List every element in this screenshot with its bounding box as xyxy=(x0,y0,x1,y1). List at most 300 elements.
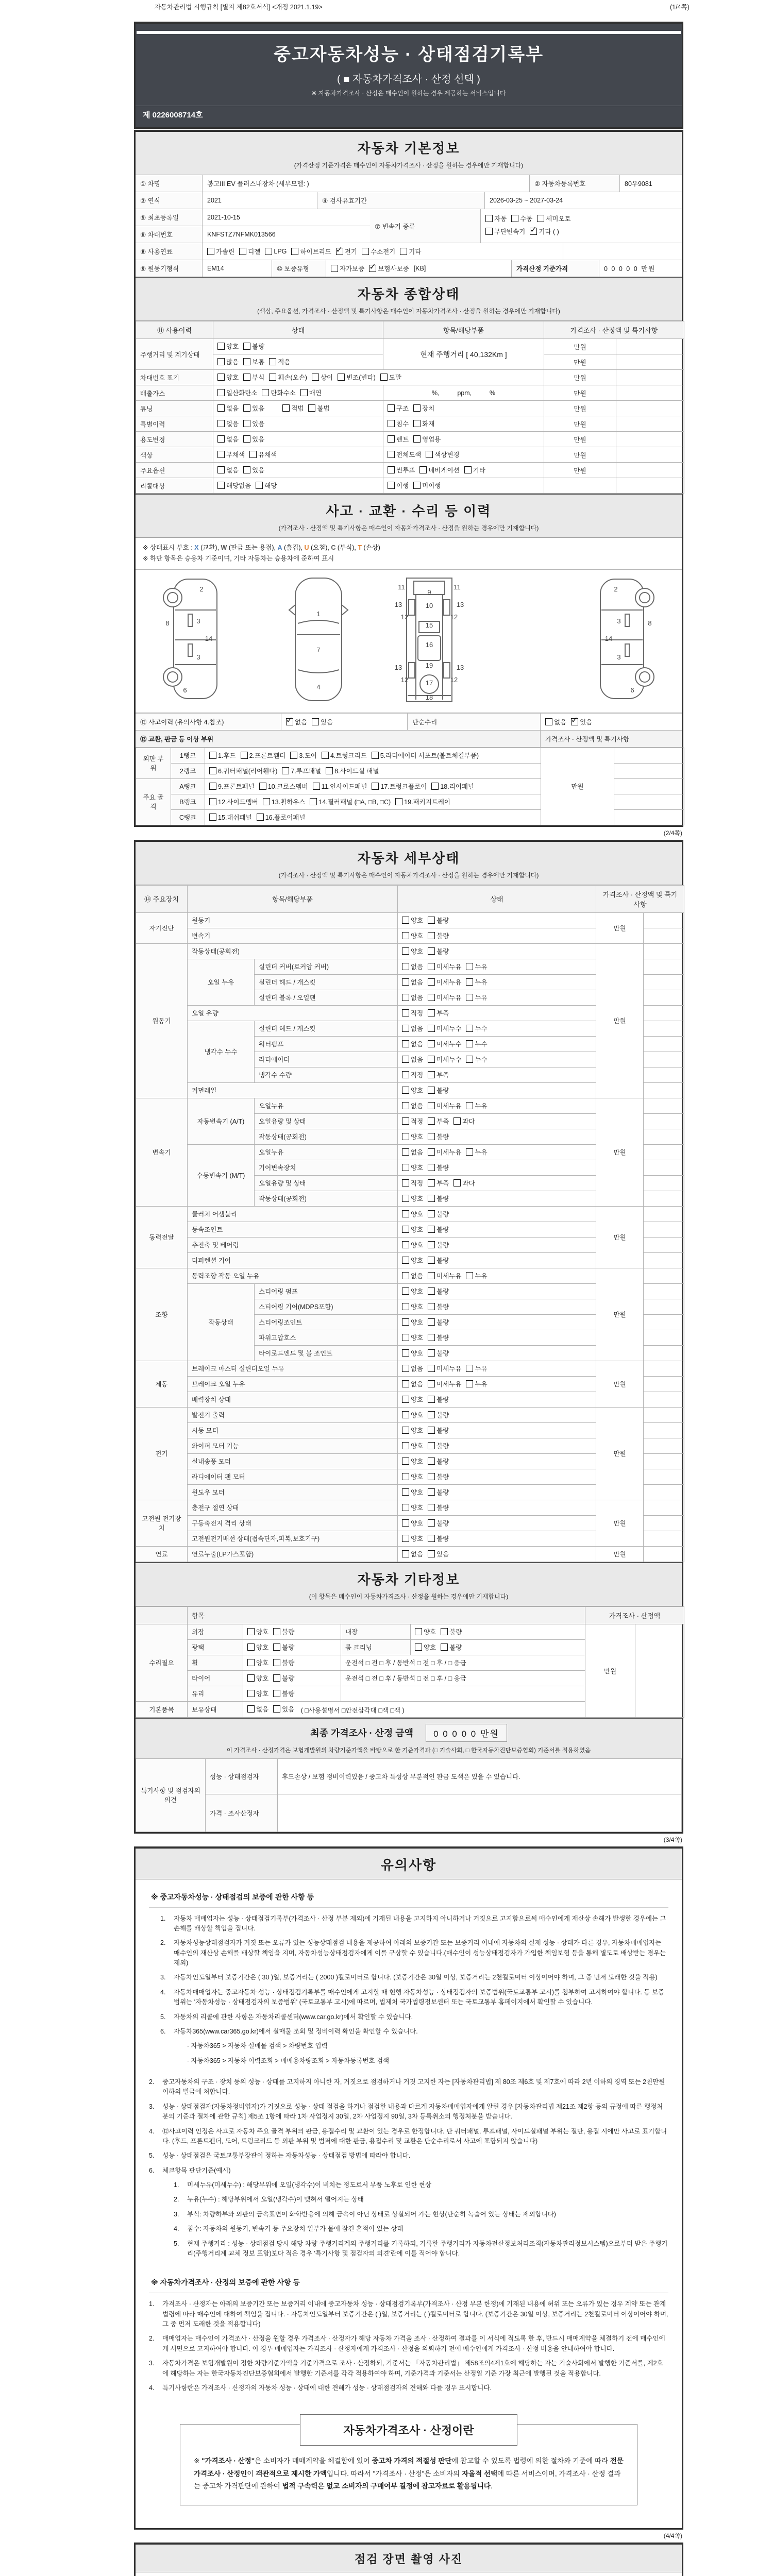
checkbox xyxy=(428,1411,435,1418)
other-item-label: 유리 xyxy=(188,1686,243,1701)
checkbox-option-label: 없음 xyxy=(295,718,308,726)
checkbox xyxy=(372,783,379,790)
checkbox xyxy=(217,466,225,473)
table-row xyxy=(136,1268,684,1283)
cautions-header xyxy=(136,1849,682,1879)
price-info-segment: 전문 가격조사 · 산정인 xyxy=(194,2457,624,2478)
checkbox xyxy=(402,1504,409,1511)
inspector-opinion: 후드손상 / 보험 정비이력있음 / 중고차 특성상 부분적인 판금 도색은 있을 수 있습니다. xyxy=(278,1758,682,1794)
state-options xyxy=(213,385,383,401)
caution-number: 2. xyxy=(149,2335,155,2343)
checkbox-option xyxy=(402,1348,423,1358)
state-options xyxy=(398,1392,596,1407)
checkbox xyxy=(419,466,427,473)
state-options xyxy=(398,943,596,959)
field-value-inspection-period: 2026-03-25 ~ 2027-03-24 xyxy=(490,197,563,204)
checkbox-option-label: 양호 xyxy=(226,343,239,350)
caution-number: 3. xyxy=(149,2103,155,2110)
state-options xyxy=(398,1237,596,1252)
price-info-segment: 에 따른 서비스이며, 가격조사 · 산정 결과는 중고차 가격판단에 관하여 xyxy=(194,2469,621,2490)
state-options xyxy=(398,1299,596,1314)
overall-state-table xyxy=(136,321,684,494)
checkbox-option xyxy=(402,1302,423,1311)
transmission-options-line2 xyxy=(485,227,677,236)
price-info-segment: . xyxy=(490,2482,493,2490)
checkbox-option-label: 미세누수 xyxy=(436,1025,462,1032)
caution-text: 자동차가격은 보험개발원이 정한 차량기준가액을 기준가격으로 조사 · 산정하되, 기준서는 「자동차관리법」 제58조의4제1호에 해당하는 자는 기술사회에서 발행한 기준서를, 제2호에 해당하는 자는 한국자동차진단보증협회에서 발행한 기준서를 각각 적용하여야 하며, 기준가격과 기준서는 산정일 기준 가장 최근에 발행된 것을 적용합니다. xyxy=(162,2360,663,2377)
checkbox-option xyxy=(428,1116,449,1126)
state-options xyxy=(398,1160,596,1175)
checkbox xyxy=(402,1535,409,1542)
price-info-segment: 이 xyxy=(247,2469,256,2478)
caution-number: 1. xyxy=(160,1914,166,1922)
caution-item xyxy=(174,2180,668,2190)
photo-section-title: 점검 장면 촬영 사진 xyxy=(354,2553,463,2566)
checkbox-option-label: 8.사이드실 패널 xyxy=(334,767,379,775)
vehicle-diagram xyxy=(141,574,677,706)
checkbox xyxy=(453,1179,461,1187)
checkbox xyxy=(441,1628,448,1635)
checkbox-option xyxy=(262,388,295,397)
device-group-label: 고전원 전기장치 xyxy=(136,1500,188,1546)
checkbox xyxy=(428,1102,435,1109)
checkbox-option xyxy=(209,782,255,791)
checkbox-option xyxy=(428,1256,449,1265)
checkbox-option xyxy=(331,264,364,273)
extra-cell xyxy=(644,1082,684,1098)
checkbox-option-label: 있음 xyxy=(436,1550,449,1558)
checkbox xyxy=(217,482,225,489)
checkbox-option xyxy=(247,1642,268,1652)
state-options xyxy=(398,928,596,943)
checkbox xyxy=(402,1210,409,1217)
checkbox-option xyxy=(453,1178,475,1188)
state-options xyxy=(243,1655,341,1670)
state-options xyxy=(398,1345,596,1361)
caution-number: 5. xyxy=(149,2152,155,2160)
item-cell xyxy=(383,416,544,432)
state-options xyxy=(398,959,596,974)
caution-item xyxy=(160,2027,668,2037)
checkbox-option-label: 1.후드 xyxy=(218,752,236,759)
diagram-part-number: 12 xyxy=(400,675,409,684)
checkbox xyxy=(207,248,214,255)
checkbox-option-label: 영업용 xyxy=(422,436,441,443)
state-options xyxy=(398,1500,596,1515)
extra-cell xyxy=(644,1376,684,1392)
regulation-reference: 자동차관리법 시행규칙 [별지 제82호서식] <개정 2021.1.19> xyxy=(155,4,323,11)
price-cell: 만원 xyxy=(544,339,616,354)
state-code: C xyxy=(331,544,336,551)
caution-number: 1. xyxy=(174,2181,179,2189)
checkbox-option-label: 없음 xyxy=(226,420,239,428)
overall-col-price: 가격조사 · 산정액 및 특기사항 xyxy=(544,321,684,339)
checkbox xyxy=(428,1442,435,1449)
checkbox-option xyxy=(338,372,376,382)
checkbox-option-label: 미세누수 xyxy=(436,1040,462,1048)
checkbox-option xyxy=(247,1673,268,1683)
checkbox xyxy=(247,1690,255,1697)
checkbox-option xyxy=(428,1101,461,1110)
checkbox-option-label: 불량 xyxy=(282,1674,295,1682)
extra-cell xyxy=(644,943,684,959)
checkbox-option-label: 누수 xyxy=(475,1025,488,1032)
checkbox-option xyxy=(402,1039,423,1048)
checkbox-option-label: 해당없음 xyxy=(226,482,251,489)
cautions-body xyxy=(136,1879,682,2529)
checkbox xyxy=(388,420,395,427)
checkbox xyxy=(402,1380,409,1387)
checkbox-option-label: 없음 xyxy=(411,963,424,971)
caution-number xyxy=(174,2056,187,2066)
checkbox-option xyxy=(428,1240,449,1249)
checkbox xyxy=(263,798,270,805)
checkbox xyxy=(466,1365,473,1372)
extra-cell xyxy=(644,1314,684,1330)
checkbox-option xyxy=(402,1024,423,1033)
price-cell: 만원 xyxy=(544,447,616,463)
extra-cell xyxy=(644,1469,684,1484)
checkbox xyxy=(428,1087,435,1094)
checkbox-option xyxy=(402,916,423,925)
diagram-part-number: 10 xyxy=(425,601,433,609)
checkbox-option xyxy=(428,1194,449,1203)
checkbox-option xyxy=(249,450,277,459)
checkbox-option-label: 훼손(오손) xyxy=(278,374,307,381)
checkbox-option xyxy=(388,403,409,413)
fuel-empty-cell xyxy=(563,243,682,260)
extra-cell xyxy=(614,763,684,778)
checkbox xyxy=(428,1009,435,1016)
field-label-fuel: ⑧ 사용연료 xyxy=(136,243,203,260)
item-label: 기어변속장치 xyxy=(255,1160,398,1175)
checkbox xyxy=(402,917,409,924)
checkbox-option-label: 불량 xyxy=(282,1628,295,1636)
row-label: 배출가스 xyxy=(136,385,213,401)
price-cell: 만원 xyxy=(544,370,616,385)
checkbox-option xyxy=(428,1426,449,1435)
row-label: 색상 xyxy=(136,447,213,463)
extra-cell xyxy=(616,339,684,354)
checkbox xyxy=(402,1040,409,1047)
item-label: 오일유량 및 상태 xyxy=(255,1175,398,1191)
caution-number: 2. xyxy=(149,2078,155,2086)
diagram-part-number: 2 xyxy=(614,585,618,593)
other-info-title: 자동차 기타정보 xyxy=(357,1571,460,1587)
checkbox-option xyxy=(269,357,290,366)
checkbox xyxy=(217,451,225,458)
checkbox-option-label: 적정 xyxy=(411,1179,424,1187)
caution-item xyxy=(149,2334,668,2354)
checkbox xyxy=(402,1365,409,1372)
checkbox xyxy=(388,435,395,443)
overall-state-header xyxy=(136,277,682,321)
final-price-value: 0 0 0 0 0 만원 xyxy=(426,1724,507,1742)
checkbox-option-label: 세미오토 xyxy=(546,215,571,223)
cautions-list-1 xyxy=(149,1914,668,2259)
checkbox-option xyxy=(402,1503,423,1512)
checkbox-option-label: 변조(변타) xyxy=(346,374,376,381)
checkbox-option xyxy=(402,1101,423,1110)
detail-col-state: 상태 xyxy=(398,885,596,912)
caution-number: 4. xyxy=(149,2384,155,2392)
table-row xyxy=(136,1407,684,1422)
checkbox xyxy=(402,1179,409,1187)
checkbox-option xyxy=(428,1178,449,1188)
checkbox-option xyxy=(428,916,449,925)
caution-text: - 자동차365 > 자동차 실매물 검색 > 차량번호 입력 xyxy=(187,2042,328,2050)
checkbox-option xyxy=(413,403,434,413)
diagram-part-number: 14 xyxy=(205,634,213,642)
caution-number: 2. xyxy=(174,2196,179,2204)
extra-cell xyxy=(644,1252,684,1268)
state-options xyxy=(398,990,596,1005)
checkbox-option-label: 양호 xyxy=(411,1473,424,1481)
checkbox-option xyxy=(428,1317,449,1327)
checkbox xyxy=(243,343,250,350)
state-options xyxy=(398,1036,596,1052)
checkbox-option xyxy=(428,993,461,1002)
checkbox xyxy=(291,248,298,255)
checkbox xyxy=(402,1257,409,1264)
checkbox-option-label: 양호 xyxy=(411,1427,424,1434)
row-label: 차대번호 표기 xyxy=(136,370,213,385)
checkbox xyxy=(257,814,264,821)
checkbox-option-label: 불량 xyxy=(436,1519,449,1527)
item-label: 커먼레일 xyxy=(188,1082,398,1098)
checkbox-option xyxy=(239,247,260,256)
checkbox-option xyxy=(400,247,421,256)
checkbox-option-label: 양호 xyxy=(411,1318,424,1326)
checkbox-option-label: 부족 xyxy=(436,1009,449,1017)
checkbox xyxy=(402,1334,409,1341)
caution-item xyxy=(174,2195,668,2205)
checkbox xyxy=(395,798,402,805)
checkbox-option xyxy=(466,1101,487,1110)
checkbox xyxy=(402,1318,409,1326)
state-options xyxy=(398,1129,596,1144)
vehicle-diagram-area xyxy=(136,570,682,713)
checkbox-option-label: 부식 xyxy=(252,374,265,381)
item-label: 실내송풍 모터 xyxy=(188,1453,398,1469)
checkbox-option-label: 누유 xyxy=(475,1102,488,1110)
checkbox-option-label: 미이행 xyxy=(422,482,441,489)
state-options xyxy=(243,1624,341,1639)
other-extra-text: 운전석 □ 전 □ 후 / 동반석 □ 전 □ 후 / □ 응급 xyxy=(341,1655,585,1670)
checkbox-option xyxy=(511,214,532,223)
checkbox-option-label: 과다 xyxy=(462,1179,475,1187)
checkbox-option-label: 누유 xyxy=(475,963,488,971)
diagram-part-number: 6 xyxy=(630,686,634,694)
diagram-part-number: 3 xyxy=(196,653,200,661)
checkbox-option-label: 네비게이션 xyxy=(428,467,460,474)
checkbox xyxy=(428,1287,435,1295)
checkbox-option xyxy=(466,1024,487,1033)
cautions-sec1-header: ※ 중고자동차성능 · 상태점검의 보증에 관한 사항 등 xyxy=(149,1887,668,1908)
field-label-vin: ⑥ 차대번호 xyxy=(136,226,203,243)
checkbox xyxy=(241,752,248,759)
checkbox-option-label: 3.도어 xyxy=(299,752,317,759)
checkbox xyxy=(428,1210,435,1217)
sub-group-label: 작동상태 xyxy=(188,1283,255,1361)
price-cell: 만원 xyxy=(544,432,616,447)
state-options xyxy=(398,1422,596,1438)
extra-cell xyxy=(644,1484,684,1500)
checkbox-option-label: 미세누수 xyxy=(436,1056,462,1063)
checkbox xyxy=(428,947,435,955)
other-col-price: 가격조사 · 산정액 xyxy=(585,1606,684,1624)
checkbox-option xyxy=(217,434,239,444)
caution-item xyxy=(160,1914,668,1934)
caution-text: 자동차365(www.car365.go.kr)에서 실매물 조회 및 정비이력 확인을 확인할 수 있습니다. xyxy=(174,2027,418,2035)
checkbox-option-label: 이행 xyxy=(396,482,409,489)
checkbox-option-label: 디젤 xyxy=(248,248,261,256)
extra-cell xyxy=(644,1206,684,1222)
device-group-label: 동력전달 xyxy=(136,1206,188,1268)
section-box-1 xyxy=(134,130,683,827)
checkbox-option-label: 불량 xyxy=(436,1164,449,1172)
field-value-first-reg: 2021-10-15 xyxy=(207,214,240,221)
state-code: U xyxy=(304,544,309,551)
checkbox-option xyxy=(428,1472,449,1481)
checkbox-option xyxy=(402,1549,423,1558)
header-strip xyxy=(137,31,681,34)
checkbox xyxy=(273,1659,280,1666)
rank-items xyxy=(205,748,541,763)
checkbox-option xyxy=(243,419,264,428)
checkbox-option-label: 없음 xyxy=(226,405,239,412)
checkbox-option xyxy=(313,782,367,791)
price-cell: 만원 xyxy=(596,1361,644,1407)
item-label: 작동상태(공회전) xyxy=(255,1129,398,1144)
checkbox xyxy=(402,947,409,955)
field-label-year: ③ 연식 xyxy=(136,192,203,209)
checkbox-option xyxy=(428,1086,449,1095)
checkbox-option-label: 양호 xyxy=(411,1087,424,1094)
checkbox-option-label: 탄화수소 xyxy=(271,389,296,397)
checkbox-option-label: 양호 xyxy=(411,1349,424,1357)
warranty-options xyxy=(326,260,512,277)
checkbox-option xyxy=(273,1627,294,1636)
checkbox xyxy=(464,466,472,473)
state-code: W xyxy=(221,544,227,551)
rank-items xyxy=(205,809,541,825)
checkbox-option-label: 불량 xyxy=(436,947,449,955)
checkbox xyxy=(312,718,319,725)
other-item-label: 광택 xyxy=(188,1639,243,1655)
checkbox xyxy=(402,1458,409,1465)
state-options xyxy=(213,463,383,478)
accident-title: 사고 · 교환 · 수리 등 이력 xyxy=(326,503,492,519)
checkbox-option xyxy=(571,717,592,726)
caution-text: 현재 주행거리 : 성능 · 상태점검 당시 해당 차량 주행거리계의 주행거리를 기록하되, 기록한 주행거리가 자동차전산정보처리조직(자동차관리정보시스템)으로부터 받은 주행거리(주행거리계 교체 정보 포함)보다 적은 경우 '특기사항 및 점검자의 의견'란에 이를 적어야 합니다. xyxy=(187,2240,668,2257)
rank-label: A랭크 xyxy=(171,778,205,794)
simple-repair-label: 단순수리 xyxy=(408,714,541,730)
state-options xyxy=(398,1361,596,1376)
price-cell: 만원 xyxy=(596,943,644,1098)
item-label: 라디에이터 팬 모터 xyxy=(188,1469,398,1484)
checkbox xyxy=(217,404,225,412)
checkbox-option xyxy=(428,1039,461,1048)
checkbox xyxy=(217,389,225,396)
checkbox-option xyxy=(428,1441,449,1450)
checkbox xyxy=(313,783,320,790)
caution-item xyxy=(149,2383,668,2393)
extra-cell xyxy=(644,912,684,928)
extra-cell xyxy=(644,1237,684,1252)
checkbox-option-label: 불량 xyxy=(436,1442,449,1450)
extra-cell xyxy=(614,778,684,794)
checkbox xyxy=(402,1148,409,1156)
checkbox xyxy=(402,1442,409,1449)
checkbox-option-label: 미세누유 xyxy=(436,994,462,1002)
checkbox xyxy=(402,1071,409,1078)
checkbox xyxy=(249,451,257,458)
detail-col-device: ⑭ 주요장치 xyxy=(136,885,188,912)
checkbox xyxy=(428,1164,435,1171)
checkbox xyxy=(428,1148,435,1156)
overall-state-note: (색상, 주요옵션, 가격조사 · 산정액 및 특기사항은 매수인이 자동차가격조사 · 산정을 원하는 경우에만 기재합니다) xyxy=(257,308,560,315)
final-price-label: 최종 가격조사 · 산정 금액 xyxy=(310,1728,414,1738)
checkbox xyxy=(428,1427,435,1434)
checkbox xyxy=(308,404,315,412)
state-options xyxy=(398,1484,596,1500)
checkbox-option-label: 없음 xyxy=(411,1025,424,1032)
checkbox-option xyxy=(428,962,461,971)
item-label: 윈도우 모터 xyxy=(188,1484,398,1500)
checkbox xyxy=(402,978,409,986)
service-note: ※ 자동차가격조사 · 산정은 매수인이 원하는 경우 제공하는 서비스입니다 xyxy=(311,90,506,97)
checkbox-checked xyxy=(530,228,537,235)
state-options xyxy=(398,1438,596,1453)
item-label: 클러치 어셈블리 xyxy=(188,1206,398,1222)
checkbox-option-label: 불량 xyxy=(449,1643,462,1651)
row-label: 용도변경 xyxy=(136,432,213,447)
checkbox-option xyxy=(217,342,239,351)
detail-state-note: (가격조사 · 산정액 및 특기사항은 매수인이 자동차가격조사 · 산정을 원하는 경우에만 기재합니다) xyxy=(278,871,539,879)
checkbox-option xyxy=(312,372,333,382)
checkbox xyxy=(402,1241,409,1248)
other-extra-text xyxy=(341,1686,585,1701)
checkbox-option xyxy=(402,1534,423,1543)
checkbox-option xyxy=(388,481,409,490)
warranty-suffix: [KB] xyxy=(413,265,426,272)
checkbox xyxy=(428,1040,435,1047)
item-label: 충전구 절연 상태 xyxy=(188,1500,398,1515)
checkbox-option-label: 9.프론트패널 xyxy=(218,783,255,790)
checkbox-option-label: 불량 xyxy=(282,1643,295,1651)
price-info-segment: 입니다. 따라서 "가격조사 · 산정"은 소비자의 xyxy=(327,2469,462,2478)
extra-cell xyxy=(644,1005,684,1021)
other-info-header xyxy=(136,1562,682,1606)
checkbox-option xyxy=(453,1116,475,1126)
checkbox-option-label: 없음 xyxy=(411,1550,424,1558)
table-row xyxy=(136,912,684,928)
checkbox-option-label: 없음 xyxy=(226,467,239,474)
inspection-photos xyxy=(136,2572,682,2576)
price-info-segment: 은 소비자가 매매계약을 체결함에 있어 xyxy=(255,2457,372,2465)
checkbox-option-label: 수동 xyxy=(520,215,533,223)
checkbox-option-label: 양호 xyxy=(424,1628,436,1636)
checkbox-option-label: 양호 xyxy=(411,1195,424,1202)
checkbox-option-label: 양호 xyxy=(226,374,239,381)
item-label: 실린더 블록 / 오일팬 xyxy=(255,990,398,1005)
page-marker-4: (4/4쪽) xyxy=(663,2532,682,2540)
checkbox-option xyxy=(428,1163,449,1172)
price-cell: 만원 xyxy=(596,1206,644,1268)
accident-note: (가격조사 · 산정액 및 특기사항은 매수인이 자동차가격조사 · 산정을 원하는 경우에만 기재합니다) xyxy=(278,524,539,532)
diagram-part-number: 13 xyxy=(456,600,464,608)
